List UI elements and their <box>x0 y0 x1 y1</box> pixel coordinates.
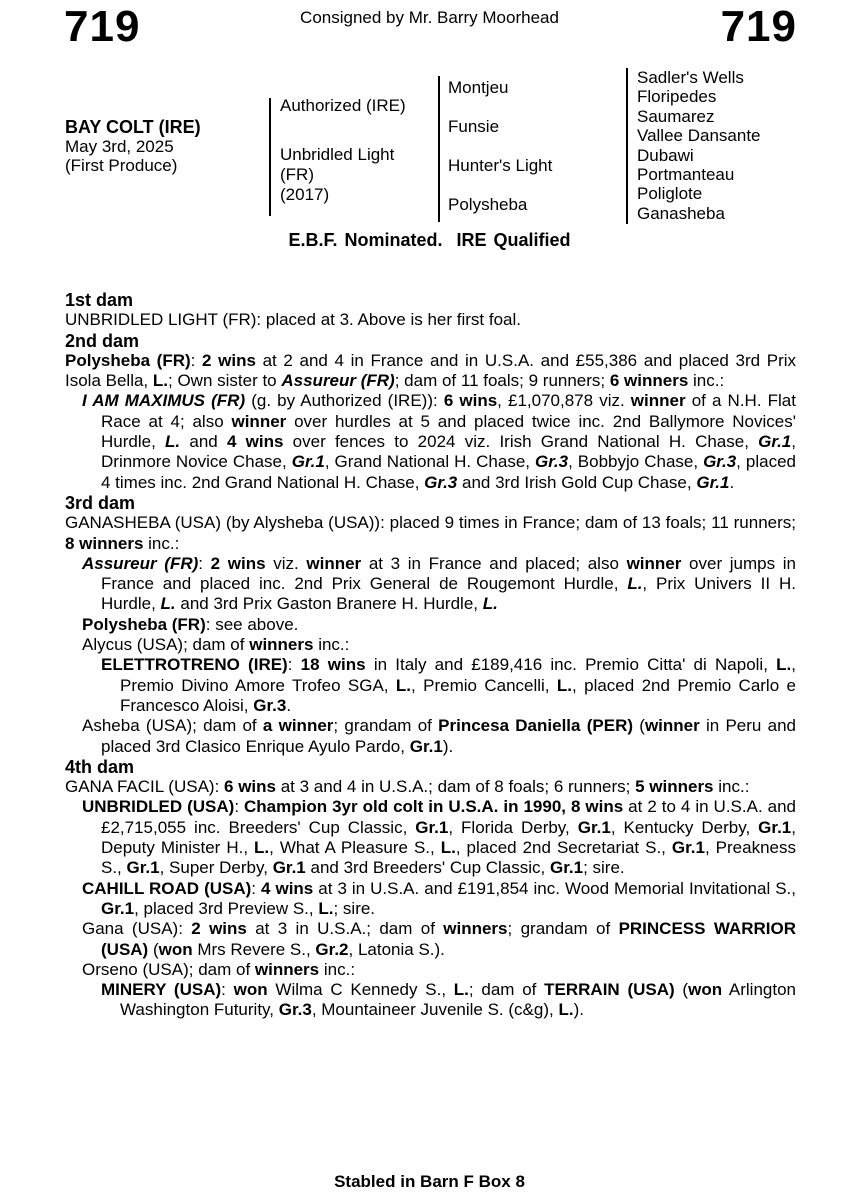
pedigree-gen3-item: Floripedes <box>637 87 717 107</box>
i-am-maximus-entry: I AM MAXIMUS (FR) (g. by Authorized (IRE)): 6 wins, £1,070,878 viz. winner of a N.H. Flat Race at 4; also winner over hurdles at 5 and placed twice inc. 2nd Ballymore Novices' Hurdle, L. and 4 wins over fences to 2024 viz. Irish Grand National H. Chase, Gr.1, Drinmore Novice Chase, Gr.1, Grand National H. Chase, Gr.3, Bobbyjo Chase, Gr.3, placed 4 times inc. 2nd Grand National H. Chase, Gr.3 and 3rd Irish Gold Cup Chase, Gr.1. <box>82 391 796 492</box>
pedigree-dam-name: Unbridled Light <box>280 145 395 164</box>
nomination-status <box>0 230 859 251</box>
first-dam-header: 1st dam <box>65 290 134 310</box>
pedigree-gen2-item: Hunter's Light <box>448 156 553 175</box>
fourth-dam-header: 4th dam <box>65 756 135 777</box>
asheba-entry: Asheba (USA); dam of a winner; grandam of Princesa Daniella (PER) (winner in Peru and placed 3rd Clasico Enrique Ayulo Pardo, Gr.1). <box>82 716 796 756</box>
lot-number-left: 719 <box>64 2 141 51</box>
pedigree-gen3-item: Poliglote <box>637 184 703 204</box>
fourth-dam-paragraph: GANA FACIL (USA): 6 wins at 3 and 4 in U.S.A.; dam of 8 foals; 6 runners; 5 winners inc.: <box>65 777 750 797</box>
ire-status: IRE Qualified <box>456 230 571 250</box>
elettrotreno-entry: ELETTROTRENO (IRE): 18 wins in Italy and £189,416 inc. Premio Citta' di Napoli, L., Premio Divino Amore Trofeo SGA, L., Premio Cancelli, L., placed 2nd Premio Carlo e Francesco Aloisi, Gr.3. <box>101 655 796 715</box>
foaling-date: May 3rd, 2025 <box>65 137 174 156</box>
cahill-road-entry: CAHILL ROAD (USA): 4 wins at 3 in U.S.A. and £191,854 inc. Wood Memorial Invitational S., Gr.1, placed 3rd Preview S., L.; sire. <box>82 878 797 918</box>
pedigree-sire: Authorized (IRE) <box>280 96 406 115</box>
third-dam-paragraph: GANASHEBA (USA) (by Alysheba (USA)): placed 9 times in France; dam of 13 foals; 11 runners; 8 winners inc.: <box>65 513 796 553</box>
pedigree-grandparents <box>448 78 552 234</box>
second-dam-header: 2nd dam <box>65 330 140 351</box>
pedigree-gen2-item: Montjeu <box>448 78 509 97</box>
pedigree-parents <box>280 96 406 205</box>
pedigree-dam-year: (2017) <box>280 185 330 204</box>
produce-note: (First Produce) <box>65 156 178 175</box>
first-dam-text: UNBRIDLED LIGHT (FR): placed at 3. Above is her first foal. <box>65 310 522 330</box>
pedigree-bracket-1 <box>269 98 271 216</box>
catalogue-body <box>65 290 796 1021</box>
pedigree-bracket-2 <box>438 76 440 222</box>
ebf-status: E.B.F. Nominated. <box>288 230 443 250</box>
pedigree-gen3-item: Ganasheba <box>637 203 725 223</box>
pedigree-gen2-item: Polysheba <box>448 195 528 214</box>
unbridled-entry: UNBRIDLED (USA): Champion 3yr old colt in U.S.A. in 1990, 8 wins at 2 to 4 in U.S.A. and £2,715,055 inc. Breeders' Cup Classic, Gr.1, Florida Derby, Gr.1, Kentucky Derby, Gr.1, Deputy Minister H., L., What A Pleasure S., L., placed 2nd Secretariat S., Gr.1, Preakness S., Gr.1, Super Derby, Gr.1 and 3rd Breeders' Cup Classic, Gr.1; sire. <box>82 797 797 878</box>
pedigree-gen3-item: Saumarez <box>637 106 715 126</box>
second-dam-paragraph: Polysheba (FR): 2 wins at 2 and 4 in France and in U.S.A. and £55,386 and placed 3rd Prix Isola Bella, L.; Own sister to Assureur (FR); dam of 11 foals; 9 runners; 6 winners inc.: <box>65 350 797 391</box>
stabling-location: Stabled in Barn F Box 8 <box>334 1172 525 1191</box>
pedigree-gen3-item: Portmanteau <box>637 165 735 185</box>
pedigree-great-grandparents <box>637 68 761 223</box>
assureur-entry: Assureur (FR): 2 wins viz. winner at 3 in France and placed; also winner over jumps in France and placed inc. 2nd Prix General de Rougemont Hurdle, L., Prix Univers II H. Hurdle, L. and 3rd Prix Gaston Branere H. Hurdle, L. <box>82 553 796 614</box>
lot-number-right: 719 <box>720 2 797 51</box>
pedigree-dam-country: (FR) <box>280 165 314 184</box>
pedigree-bracket-3 <box>626 68 628 224</box>
pedigree-gen3-item: Sadler's Wells <box>637 68 744 87</box>
pedigree-gen3-item: Vallee Dansante <box>637 126 761 146</box>
horse-info <box>65 118 201 175</box>
pedigree-gen3-item: Dubawi <box>637 145 694 165</box>
minery-entry: MINERY (USA): won Wilma C Kennedy S., L.; dam of TERRAIN (USA) (won Arlington Washington Futurity, Gr.3, Mountaineer Juvenile S. (c&g), L.). <box>101 980 797 1020</box>
polysheba-entry: Polysheba (FR): see above. <box>82 614 299 634</box>
orseno-entry: Orseno (USA); dam of winners inc.: <box>82 959 356 979</box>
horse-title: BAY COLT (IRE) <box>65 117 201 137</box>
pedigree-gen2-item: Funsie <box>448 117 500 136</box>
gana-entry: Gana (USA): 2 wins at 3 in U.S.A.; dam of winners; grandam of PRINCESS WARRIOR (USA) (won Mrs Revere S., Gr.2, Latonia S.). <box>82 919 796 959</box>
alycus-entry: Alycus (USA); dam of winners inc.: <box>82 635 350 655</box>
consignor-line: Consigned by Mr. Barry Moorhead <box>300 8 559 27</box>
third-dam-header: 3rd dam <box>65 492 136 513</box>
